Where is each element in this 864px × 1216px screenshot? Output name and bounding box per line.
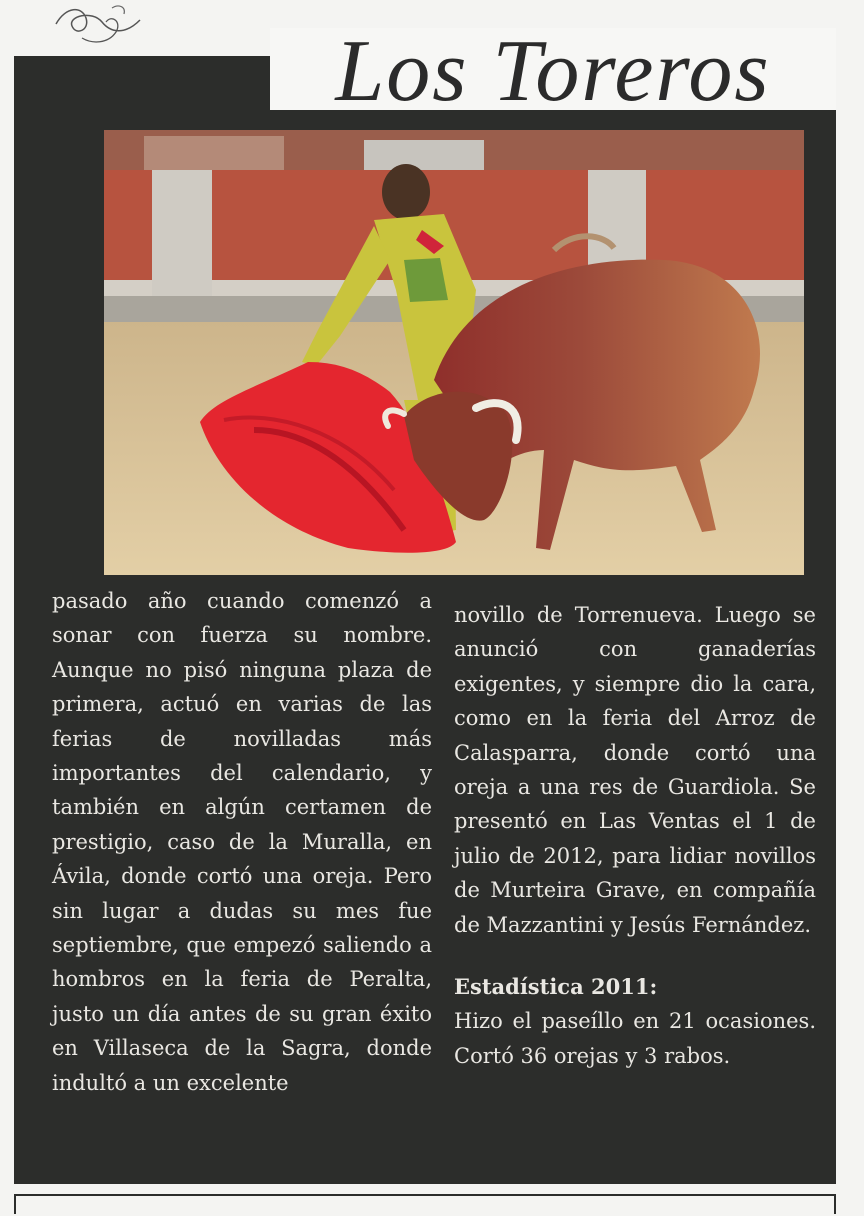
- right-column-text: novillo de Torrenueva. Luego se anunció con ganaderías exigentes, y siempre dio la cara, como en la feria del Arroz de Calasparra, donde cortó una oreja a una res de Guardiola. Se presentó en Las Ventas el 1 de julio de 2012, para lidiar novillos de Murteira Grave, en compañía de Mazzantini y Jesús Fernández.: [454, 603, 816, 937]
- page-title: Los Toreros: [335, 23, 771, 120]
- bullfight-photo: [104, 130, 804, 575]
- flourish-ornament-icon: [52, 2, 144, 46]
- left-column-text: pasado año cuando comenzó a sonar con fuerza su nombre. Aunque no pisó ninguna plaza de primera, actuó en varias de las ferias de novilladas más importantes del calendario, y también en algún certamen de prestigio, caso de la Muralla, en Ávila, donde cortó una oreja. Pero sin lugar a dudas su mes fue septiembre, que empezó saliendo a hombros en la feria de Peralta, justo un día antes de su gran éxito en Villaseca de la Sagra, donde indultó a un excelente: [52, 589, 432, 1095]
- title-box: [270, 23, 836, 120]
- bullfight-illustration: [104, 130, 804, 575]
- article-left-column: [52, 584, 432, 1100]
- stats-text: Hizo el paseíllo en 21 ocasiones. Cortó 36 orejas y 3 rabos.: [454, 1009, 816, 1068]
- bottom-rule: [14, 1194, 836, 1214]
- article-right-column: [454, 598, 816, 1073]
- stats-heading: Estadística 2011:: [454, 974, 658, 1000]
